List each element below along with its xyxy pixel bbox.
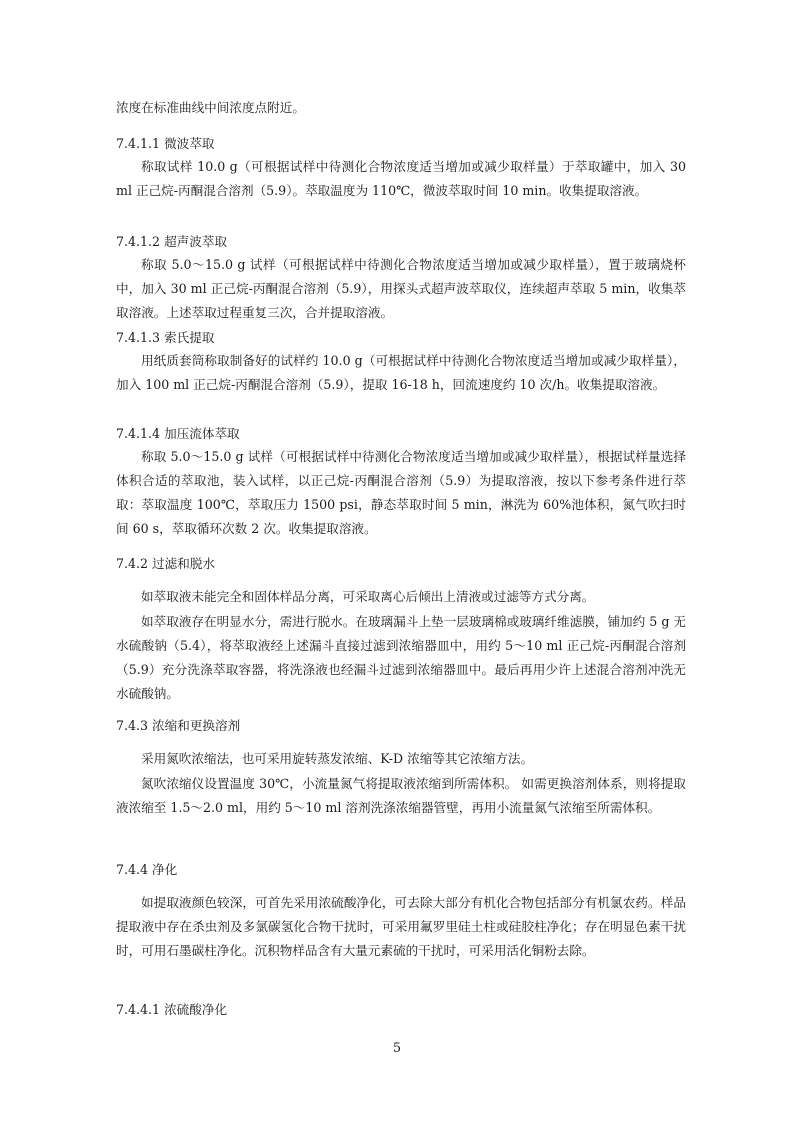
paragraph-7-4-2-a: 如萃取液未能完全和固体样品分离，可采取离心后倾出上清液或过滤等方式分离。 — [141, 589, 595, 604]
heading-7-4-4-1: 7.4.4.1 浓硫酸净化 — [116, 1002, 228, 1017]
heading-7-4-1-1: 7.4.1.1 微波萃取 — [116, 136, 215, 151]
heading-7-4-4: 7.4.4 净化 — [116, 862, 178, 877]
heading-7-4-1-2: 7.4.1.2 超声波萃取 — [116, 234, 228, 249]
heading-7-4-1-3: 7.4.1.3 索氏提取 — [116, 330, 215, 345]
paragraph-7-4-1-2: 称取 5.0～15.0 g 试样（可根据试样中待测化合物浓度适当增加或减少取样量），置于玻璃烧杯中，加入 30 ml 正己烷-丙酮混合溶剂（5.9），用探头式超声波萃取仪，连续超声萃取 5 min，收集萃取溶液。上述萃取过程重复三次，合并提取溶液。 — [116, 257, 686, 321]
paragraph-7-4-1-3: 用纸质套筒称取制备好的试样约 10.0 g（可根据试样中待测化合物浓度适当增加或减少取样量），加入 100 ml 正己烷-丙酮混合溶剂（5.9），提取 16-18 h，回流速度约 10 次/h。收集提取溶液。 — [116, 353, 686, 393]
page-number: 5 — [392, 1040, 401, 1055]
heading-7-4-2: 7.4.2 过滤和脱水 — [116, 556, 216, 571]
paragraph-7-4-3-b: 氮吹浓缩仪设置温度 30℃，小流量氮气将提取液浓缩到所需体积。 如需更换溶剂体系，则将提取液浓缩至 1.5～2.0 ml，用约 5～10 ml 溶剂洗涤浓缩器管壁，再用小流量氮气浓缩至所需体积。 — [116, 776, 686, 816]
lead-line: 浓度在标准曲线中间浓度点附近。 — [116, 100, 305, 115]
paragraph-7-4-1-4: 称取 5.0～15.0 g 试样（可根据试样中待测化合物浓度适当增加或减少取样量），根据试样量选择体积合适的萃取池，装入试样，以正己烷-丙酮混合溶剂（5.9）为提取溶液，按以下参考条件进行萃取：萃取温度 100℃，萃取压力 1500 psi，静态萃取时间 5 min，淋洗为 60%池体积，氮气吹扫时间 60 s，萃取循环次数 2 次。收集提取溶液。 — [116, 449, 686, 537]
paragraph-7-4-1-1: 称取试样 10.0 g（可根据试样中待测化合物浓度适当增加或减少取样量）于萃取罐中，加入 30 ml 正己烷-丙酮混合溶剂（5.9）。萃取温度为 110℃，微波萃取时间 10 min。收集提取溶液。 — [116, 159, 686, 199]
paragraph-7-4-4: 如提取液颜色较深，可首先采用浓硫酸净化，可去除大部分有机化合物包括部分有机氯农药。样品提取液中存在杀虫剂及多氯碳氢化合物干扰时，可采用氟罗里硅土柱或硅胶柱净化；存在明显色素干扰时，可用石墨碳柱净化。沉积物样品含有大量元素硫的干扰时，可采用活化铜粉去除。 — [116, 895, 686, 959]
heading-7-4-1-4: 7.4.1.4 加压流体萃取 — [116, 426, 240, 441]
paragraph-7-4-3-a: 采用氮吹浓缩法，也可采用旋转蒸发浓缩、K-D 浓缩等其它浓缩方法。 — [141, 751, 534, 766]
heading-7-4-3: 7.4.3 浓缩和更换溶剂 — [116, 718, 241, 733]
paragraph-7-4-2-b: 如萃取液存在明显水分，需进行脱水。在玻璃漏斗上垫一层玻璃棉或玻璃纤维滤膜，铺加约 5 g 无水硫酸钠（5.4），将萃取液经上述漏斗直接过滤到浓缩器皿中，用约 5～10 ml 正己烷-丙酮混合溶剂（5.9）充分洗涤萃取容器，将洗涤液也经漏斗过滤到浓缩器皿中。最后再用少许上述混合溶剂冲洗无水硫酸钠。 — [116, 614, 686, 702]
